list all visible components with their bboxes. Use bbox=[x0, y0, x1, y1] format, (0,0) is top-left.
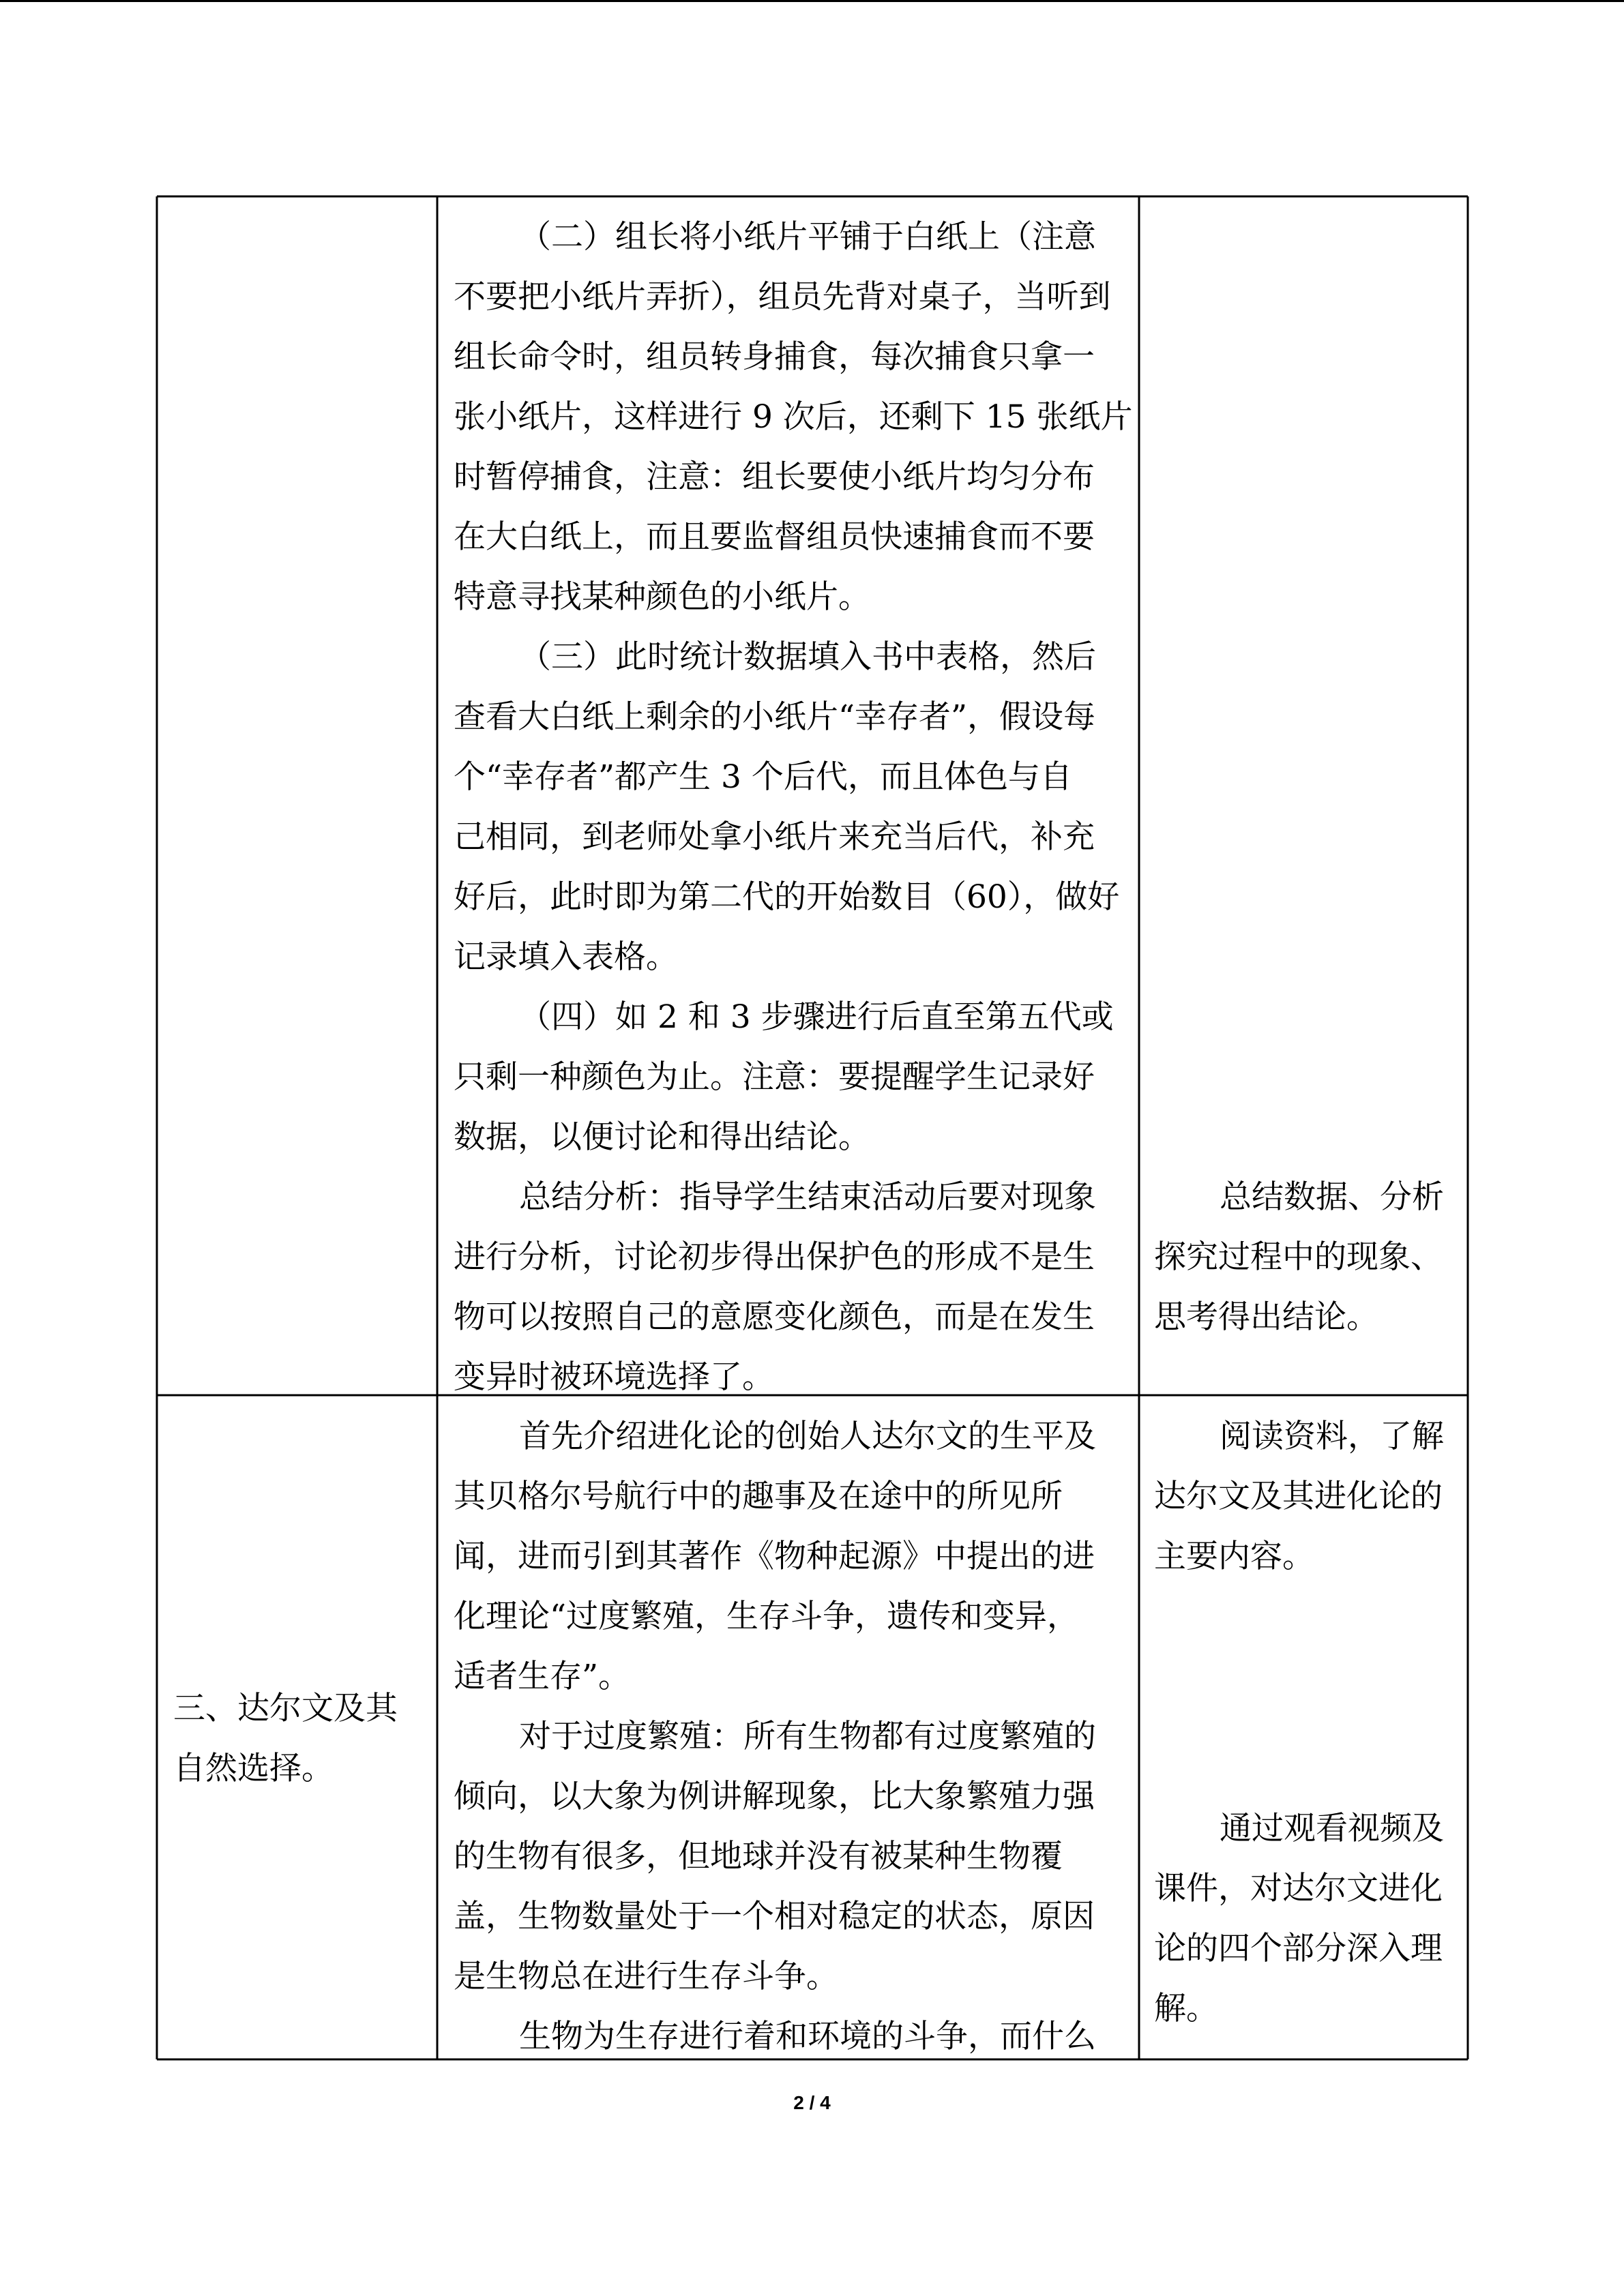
text-line: 好后，此时即为第二代的开始数目（60），做好 bbox=[454, 878, 1120, 916]
text-line: 达尔文及其进化论的 bbox=[1154, 1478, 1443, 1515]
text-line: 生物为生存进行着和环境的斗争，而什么 bbox=[519, 2018, 1096, 2055]
text-line: 对于过度繁殖：所有生物都有过度繁殖的 bbox=[519, 1718, 1096, 1755]
text-line: 时暂停捕食，注意：组长要使小纸片均匀分布 bbox=[454, 458, 1095, 496]
text-line: 盖，生物数量处于一个相对稳定的状态，原因 bbox=[454, 1898, 1095, 1935]
text-line: （三）此时统计数据填入书中表格，然后 bbox=[519, 638, 1096, 676]
section-title-line: 三、达尔文及其 bbox=[173, 1690, 398, 1727]
text-line: 是生物总在进行生存斗争。 bbox=[454, 1958, 838, 1995]
text-line: 阅读资料，了解 bbox=[1220, 1418, 1444, 1455]
text-line: 化理论“过度繁殖，生存斗争，遗传和变异， bbox=[454, 1598, 1080, 1635]
text-line: 思考得出结论。 bbox=[1154, 1298, 1378, 1336]
text-line: 己相同，到老师处拿小纸片来充当后代，补充 bbox=[454, 818, 1095, 856]
text-line: 闻，进而引到其著作《物种起源》中提出的进 bbox=[454, 1538, 1095, 1575]
text-line: 不要把小纸片弄折），组员先背对桌子，当听到 bbox=[454, 278, 1111, 316]
text-line: 个“幸存者”都产生 3 个后代，而且体色与自 bbox=[454, 758, 1072, 796]
text-line: 总结数据、分析 bbox=[1220, 1178, 1444, 1216]
row1-teacher-cell bbox=[454, 207, 1132, 1407]
text-line: 倾向，以大象为例讲解现象，比大象繁殖力强 bbox=[454, 1778, 1095, 1815]
page-number: 2 / 4 bbox=[793, 2092, 831, 2113]
text-line: 数据，以便讨论和得出结论。 bbox=[454, 1118, 870, 1156]
row2-student-cell-b bbox=[1154, 1799, 1444, 2039]
text-line: 进行分析，讨论初步得出保护色的形成不是生 bbox=[454, 1238, 1095, 1276]
text-line: 首先介绍进化论的创始人达尔文的生平及 bbox=[519, 1418, 1096, 1455]
text-line: 适者生存”。 bbox=[454, 1658, 631, 1695]
text-line: 记录填入表格。 bbox=[454, 938, 678, 976]
text-line: 课件，对达尔文进化 bbox=[1154, 1870, 1443, 1907]
text-line: 查看大白纸上剩余的小纸片“幸存者”，假设每 bbox=[454, 698, 1096, 736]
row2-teacher-cell bbox=[454, 1407, 1096, 2067]
text-line: 特意寻找某种颜色的小纸片。 bbox=[454, 578, 870, 616]
text-line: 总结分析：指导学生结束活动后要对现象 bbox=[519, 1178, 1096, 1216]
text-line: 通过观看视频及 bbox=[1220, 1810, 1444, 1847]
text-line: 解。 bbox=[1154, 1990, 1218, 2027]
text-line: 变异时被环境选择了。 bbox=[454, 1358, 774, 1396]
text-line: 主要内容。 bbox=[1154, 1538, 1314, 1575]
section-title-line: 自然选择。 bbox=[173, 1750, 334, 1787]
text-line: 的生物有很多，但地球并没有被某种生物覆 bbox=[454, 1838, 1063, 1875]
row2-section-cell bbox=[173, 1679, 398, 1799]
text-line: 张小纸片，这样进行 9 次后，还剩下 15 张纸片 bbox=[454, 398, 1133, 436]
text-line: 论的四个部分深入理 bbox=[1154, 1930, 1443, 1967]
text-line: 物可以按照自己的意愿变化颜色，而是在发生 bbox=[454, 1298, 1095, 1336]
text-line: （四）如 2 和 3 步骤进行后直至第五代或 bbox=[519, 998, 1114, 1036]
text-line: （二）组长将小纸片平铺于白纸上（注意 bbox=[519, 218, 1096, 256]
row1-student-cell bbox=[1154, 1167, 1444, 1347]
text-line: 探究过程中的现象、 bbox=[1154, 1238, 1443, 1276]
row2-student-cell-a bbox=[1154, 1407, 1444, 1587]
text-line: 在大白纸上，而且要监督组员快速捕食而不要 bbox=[454, 518, 1095, 556]
text-line: 其贝格尔号航行中的趣事及在途中的所见所 bbox=[454, 1478, 1063, 1515]
text-line: 只剩一种颜色为止。注意：要提醒学生记录好 bbox=[454, 1058, 1095, 1096]
text-line: 组长命令时，组员转身捕食，每次捕食只拿一 bbox=[454, 338, 1095, 376]
